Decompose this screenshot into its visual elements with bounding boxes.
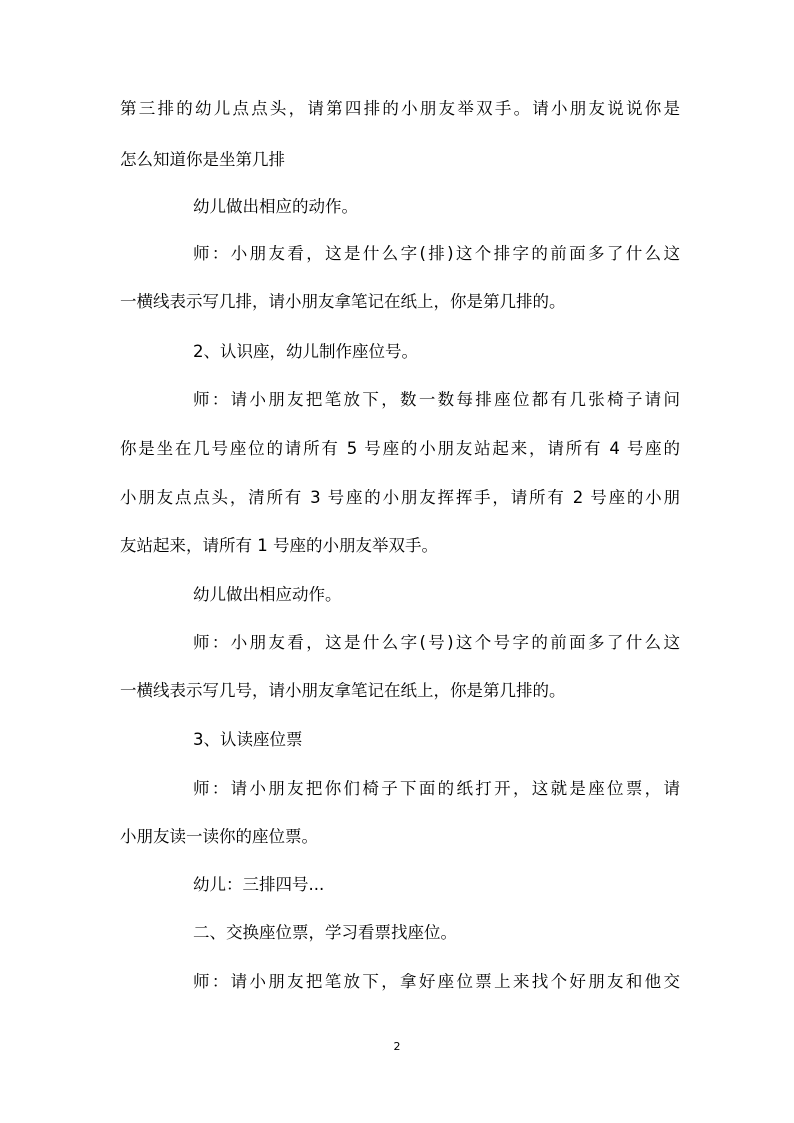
text-line-12: 师：小朋友看，这是什么字(号)这个号字的前面多了什么这: [193, 633, 680, 652]
text-line-15: 师：请小朋友把你们椅子下面的纸打开，这就是座位票，请: [193, 779, 680, 798]
text-line-16: 小朋友读一读你的座位票。: [120, 827, 318, 846]
text-line-19: 师：请小朋友把笔放下，拿好座位票上来找个好朋友和他交: [193, 972, 680, 991]
text-line-6: 2、认识座，幼儿制作座位号。: [193, 342, 418, 361]
text-line-7: 师：请小朋友把笔放下，数一数每排座位都有几张椅子请问: [193, 390, 680, 409]
text-line-4: 师：小朋友看，这是什么字(排)这个排字的前面多了什么这: [193, 244, 680, 263]
text-line-18: 二、交换座位票，学习看票找座位。: [193, 923, 457, 942]
text-line-8: 你是坐在几号座位的请所有 5 号座的小朋友站起来，请所有 4 号座的: [120, 439, 680, 458]
text-line-17: 幼儿：三排四号...: [193, 875, 325, 894]
text-line-14: 3、认读座位票: [193, 730, 303, 749]
text-line-1: 第三排的幼儿点点头，请第四排的小朋友举双手。请小朋友说说你是: [120, 99, 680, 118]
text-line-3: 幼儿做出相应的动作。: [193, 197, 358, 216]
text-line-13: 一横线表示写几号，请小朋友拿笔记在纸上，你是第几排的。: [120, 681, 566, 700]
text-line-5: 一横线表示写几排，请小朋友拿笔记在纸上，你是第几排的。: [120, 292, 566, 311]
page-number: 2: [393, 1040, 401, 1053]
text-line-9: 小朋友点点头，清所有 3 号座的小朋友挥挥手，请所有 2 号座的小朋: [120, 488, 680, 507]
text-line-10: 友站起来，请所有 1 号座的小朋友举双手。: [120, 536, 438, 555]
text-line-11: 幼儿做出相应动作。: [193, 585, 342, 604]
text-line-2: 怎么知道你是坐第几排: [120, 150, 285, 169]
